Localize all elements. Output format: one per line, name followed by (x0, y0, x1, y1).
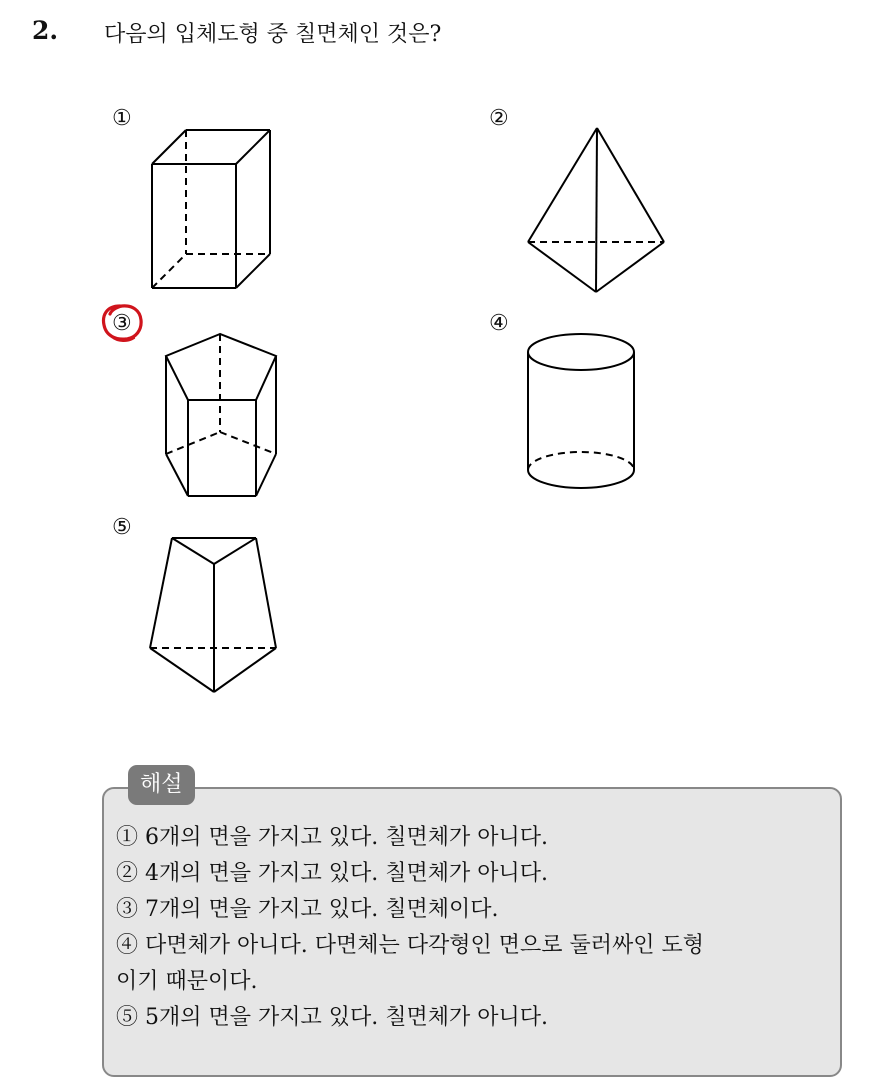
question-number: 2. (32, 16, 59, 45)
choice-5-label: ⑤ (112, 515, 132, 540)
cylinder-figure (524, 330, 640, 494)
choice-2-figure (522, 124, 672, 296)
explanation-lines (116, 820, 838, 1036)
choice-3-label: ③ (112, 311, 132, 336)
question-text: 다음의 입체도형 중 칠면체인 것은? (104, 22, 442, 47)
choice-5-figure (144, 534, 284, 698)
choice-1-label: ① (112, 106, 132, 131)
triangular-frustum-figure (144, 534, 284, 698)
explanation-line: ④ 다면체가 아니다. 다면체는 다각형인 면으로 둘러싸인 도형 (116, 933, 704, 958)
explanation-line: ③ 7개의 면을 가지고 있다. 칠면체이다. (116, 897, 499, 922)
explanation-tag: 해설 (128, 765, 195, 805)
choice-4-figure (524, 330, 640, 494)
explanation-line: ⑤ 5개의 면을 가지고 있다. 칠면체가 아니다. (116, 1005, 548, 1030)
explanation-line: ② 4개의 면을 가지고 있다. 칠면체가 아니다. (116, 861, 548, 886)
choice-3-figure (160, 330, 284, 500)
explanation-line: 이기 때문이다. (116, 969, 258, 994)
pentagonal-prism-figure (160, 330, 284, 500)
rectangular-prism-figure (140, 124, 280, 294)
choice-4-label: ④ (489, 311, 509, 336)
choice-1-figure (140, 124, 280, 294)
explanation-line: ① 6개의 면을 가지고 있다. 칠면체가 아니다. (116, 825, 548, 850)
triangular-pyramid-figure (522, 124, 672, 296)
choice-2-label: ② (489, 106, 509, 131)
